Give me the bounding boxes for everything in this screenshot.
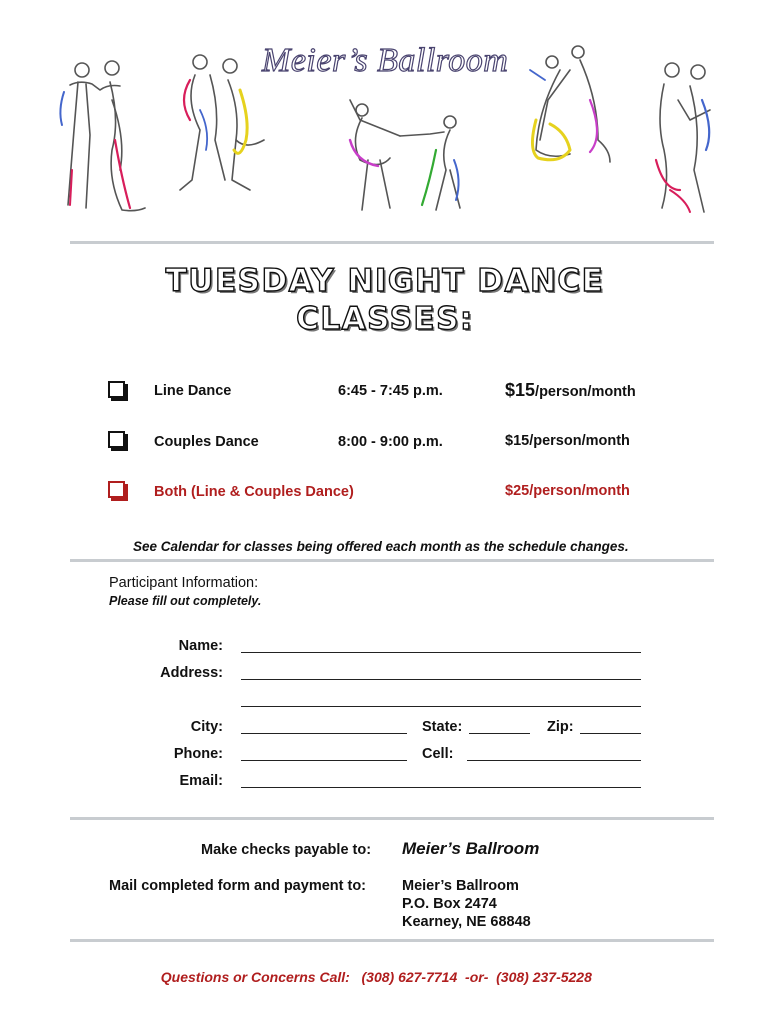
class-time: 6:45 - 7:45 p.m. (338, 383, 443, 399)
zip-label: Zip: (547, 719, 574, 735)
class-name: Couples Dance (154, 434, 259, 450)
class-price (505, 482, 630, 500)
bottom-divider (70, 939, 714, 942)
state-label: State: (422, 719, 463, 735)
mail-address-line1: Meier’s Ballroom (402, 878, 519, 894)
line-dance-checkbox[interactable] (108, 381, 125, 398)
contact-footer (153, 953, 592, 985)
checks-payable-label: Make checks payable to: (201, 842, 372, 858)
name-label: Name: (178, 638, 223, 654)
class-price (505, 380, 636, 401)
mail-address-line2: P.O. Box 2474 (402, 896, 497, 912)
couples-dance-checkbox[interactable] (108, 431, 125, 448)
price-amount: $15 (505, 380, 536, 400)
price-amount: $15 (505, 433, 530, 449)
price-amount: $25 (505, 483, 530, 499)
city-input[interactable] (241, 733, 407, 734)
price-unit: /person/month (529, 483, 630, 499)
price-unit: /person/month (535, 384, 636, 400)
class-name: Both (Line & Couples Dance) (154, 484, 354, 500)
class-name: Line Dance (154, 383, 232, 399)
class-time: 8:00 - 9:00 p.m. (338, 434, 443, 450)
top-divider (70, 241, 714, 244)
contact-phone-1[interactable]: (308) 627-7714 (361, 969, 458, 985)
page-title-line1: TUESDAY NIGHT DANCE (165, 263, 605, 299)
address-input-line2[interactable] (241, 706, 641, 707)
schedule-note: See Calendar for classes being offered each month as the schedule changes. (133, 539, 629, 554)
phone-label: Phone: (173, 746, 223, 762)
dancer-couple-1 (68, 61, 145, 211)
cell-input[interactable] (467, 760, 641, 761)
mail-to-label: Mail completed form and payment to: (109, 878, 366, 894)
page-title-line2: CLASSES: (296, 301, 474, 337)
price-unit: /person/month (529, 433, 630, 449)
address-label: Address: (160, 665, 223, 681)
checks-payable-value: Meier’s Ballroom (402, 839, 540, 858)
phone-input[interactable] (241, 760, 407, 761)
class-price (505, 432, 630, 450)
cell-label: Cell: (422, 746, 454, 762)
address-input-line1[interactable] (241, 679, 641, 680)
form-divider (70, 817, 714, 820)
mail-address-line3: Kearney, NE 68848 (402, 914, 531, 930)
both-classes-checkbox[interactable] (108, 481, 125, 498)
name-input[interactable] (241, 652, 641, 653)
city-label: City: (190, 719, 223, 735)
contact-label: Questions or Concerns Call: (160, 969, 350, 985)
contact-separator: -or- (465, 969, 489, 985)
zip-input[interactable] (580, 733, 641, 734)
contact-phone-2[interactable]: (308) 237-5228 (496, 969, 592, 985)
participant-subheading: Please fill out completely. (109, 594, 262, 608)
logo-text: Meier’s Ballroom (262, 42, 509, 79)
dancer-couple-2 (180, 55, 264, 190)
email-input[interactable] (241, 787, 641, 788)
dancer-couple-5 (660, 63, 710, 212)
dancer-couple-3 (350, 100, 460, 210)
schedule-divider (70, 559, 714, 562)
participant-heading: Participant Information: (109, 575, 259, 591)
dancer-couple-4 (536, 46, 610, 162)
state-input[interactable] (469, 733, 530, 734)
email-label: Email: (179, 773, 223, 789)
